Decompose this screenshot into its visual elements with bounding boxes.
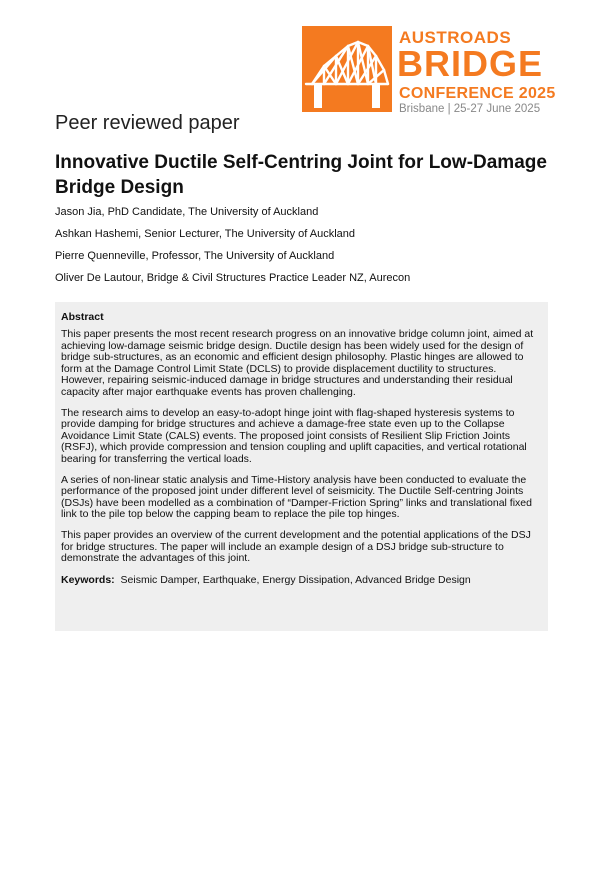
conference-logo bbox=[302, 26, 572, 118]
abstract-paragraph-4: This paper provides an overview of the current development and the potential applications of the DSJ for bridge structures. The paper will include an example design of a DSJ bridge sub-structure to demonstrate the advantages of this joint. bbox=[61, 528, 531, 565]
abstract-paragraph-3: A series of non-linear static analysis and Time-History analysis have been conducted to evaluate the performance of the proposed joint under different level of seismicity. The Ductile Self-centring Joints (DSJs) have been modelled as a combination of “Damper-Friction Spring” links and translational fixed link to the pile top below the capping beam to replace the pile top hinges. bbox=[61, 473, 532, 521]
keywords-label: Keywords: bbox=[61, 573, 115, 586]
paper-title: Innovative Ductile Self-Centring Joint for Low-Damage Bridge Design bbox=[55, 152, 547, 198]
abstract-heading: Abstract bbox=[61, 311, 104, 323]
author-list bbox=[55, 206, 555, 294]
abstract-box bbox=[55, 302, 548, 631]
logo-bridge: BRIDGE bbox=[397, 43, 544, 84]
author-1: Jason Jia, PhD Candidate, The University of Auckland bbox=[55, 206, 319, 218]
keywords bbox=[61, 574, 543, 586]
logo-location-date: Brisbane | 25-27 June 2025 bbox=[399, 103, 541, 115]
abstract-paragraph-1: This paper presents the most recent research progress on an innovative bridge column joint, aimed at achieving low-damage seismic bridge design. Ductile design has been widely used for the design of bridge sub-structures, as an economic and efficient design philosophy. Plastic hinges are allowed to form at the Damage Control Limit State (DCLS) to provide displacement ductility to structures. However, repairing seismic-induced damage in bridge structures and understanding their residual capacity after major earthquake events has proven challenging. bbox=[61, 328, 534, 398]
logo-conference-year: CONFERENCE 2025 bbox=[399, 85, 556, 102]
abstract-paragraph-2: The research aims to develop an easy-to-adopt hinge joint with flag-shaped hysteresis systems to provide damping for bridge structures and achieve a damage-free state even up to the Collapse Avoidance Limit State (CALS) events. The proposed joint consists of Resilient Slip Friction Joints (RSFJ), which provide compression and tension coupling and uplift capacities, and vertical rotational bearing for transferring the vertical loads. bbox=[61, 406, 527, 465]
author-4: Oliver De Lautour, Bridge & Civil Structures Practice Leader NZ, Aurecon bbox=[55, 272, 411, 284]
author-3: Pierre Quenneville, Professor, The University of Auckland bbox=[55, 250, 335, 262]
keywords-list: Seismic Damper, Earthquake, Energy Dissipation, Advanced Bridge Design bbox=[120, 573, 471, 586]
author-2: Ashkan Hashemi, Senior Lecturer, The University of Auckland bbox=[55, 228, 356, 240]
paper-type: Peer reviewed paper bbox=[55, 112, 240, 134]
bridge-logo-icon bbox=[302, 26, 392, 112]
logo-austroads: AUSTROADS bbox=[399, 28, 512, 47]
